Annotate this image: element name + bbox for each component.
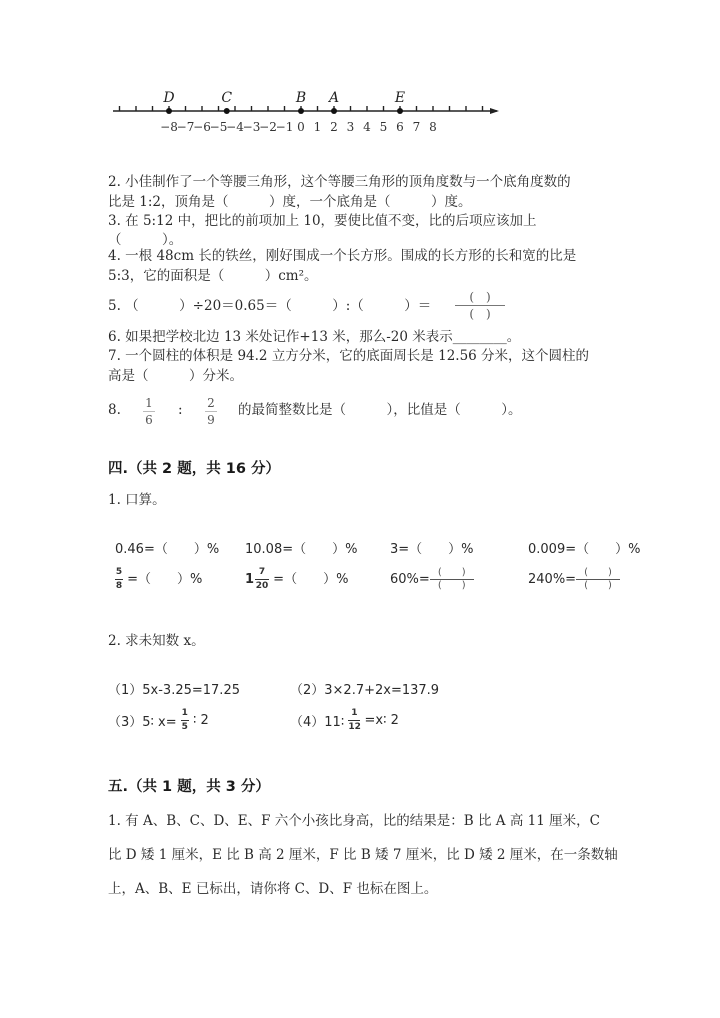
tick-label: 1 <box>313 120 322 134</box>
equation-4 <box>290 709 399 732</box>
ratio-colon: : <box>178 402 183 418</box>
point-C <box>224 108 230 114</box>
mental-calc-6 <box>245 568 348 591</box>
point-E <box>397 108 403 114</box>
calc-prefix: 240%= <box>528 572 577 587</box>
section-5-title: 五.（共 1 题，共 3 分） <box>108 779 270 795</box>
fraction-denominator: 9 <box>207 413 215 427</box>
mental-calc-5 <box>115 568 202 591</box>
equation-1: （1）5x-3.25=17.25 <box>108 683 240 698</box>
question-5-fraction <box>455 291 505 320</box>
question-8-text: 的最简整数比是（ ），比值是（ ）。 <box>238 402 522 418</box>
question-8-number: 8. <box>108 402 121 418</box>
fraction-denominator: 6 <box>145 413 153 427</box>
mental-calc-3: 3=（ ）% <box>390 542 474 557</box>
fraction-numerator: 1 <box>351 708 358 718</box>
point-label-A: A <box>328 90 340 106</box>
calc-rest: =（ ）% <box>269 572 349 587</box>
question-3-line2: （ ）。 <box>108 232 183 248</box>
mental-calc-8 <box>528 568 620 591</box>
fraction-numerator: 1 <box>145 396 153 410</box>
calc-rest: =（ ）% <box>123 572 203 587</box>
question-5: 5. （ ）÷20＝0.65＝（ ）:（ ）＝ <box>108 298 432 314</box>
question-6: 6. 如果把学校北边 13 米处记作+13 米，那么-20 米表示________。 <box>108 329 521 345</box>
question-8-fraction-1 <box>143 397 155 426</box>
tick-label: 6 <box>396 120 404 134</box>
point-label-C: C <box>221 90 233 106</box>
fraction-numerator: ( ) <box>469 290 491 304</box>
fraction-numerator: ( ) <box>437 567 466 578</box>
equation-2: （2）3×2.7+2x=137.9 <box>290 683 440 698</box>
tick-label: 2 <box>330 120 338 134</box>
fraction-numerator: ( ) <box>584 567 612 578</box>
point-label-D: D <box>163 90 175 106</box>
tick-label: −3 <box>242 120 261 134</box>
question-7-line1: 7. 一个圆柱的体积是 94.2 立方分米，它的底面周长是 12.56 分米，这个圆柱的 <box>108 348 590 364</box>
fraction-denominator: 20 <box>255 581 269 591</box>
section-5-line1: 1. 有 A、B、C、D、E、F 六个小孩比身高，比的结果是：B 比 A 高 11 厘米，C <box>108 813 600 829</box>
question-3-line1: 3. 在 5:12 中，把比的前项加上 10，要使比值不变，比的后项应该加上 <box>108 213 537 229</box>
tick-label: 5 <box>379 120 388 134</box>
fraction-denominator: ( ) <box>469 307 491 321</box>
section-4-q2-title: 2. 求未知数 x。 <box>108 633 205 649</box>
number-line <box>0 0 720 140</box>
fraction-denominator: 5 <box>181 722 188 732</box>
tick-label: 3 <box>346 120 355 134</box>
fraction-numerator: 5 <box>115 567 123 577</box>
tick-label: 4 <box>363 120 371 134</box>
fraction-numerator: 2 <box>207 396 215 410</box>
tick-label: 7 <box>412 120 421 134</box>
fraction-denominator: ( ) <box>584 580 612 591</box>
section-4-title: 四.（共 2 题，共 16 分） <box>108 461 280 477</box>
question-2-line1: 2. 小佳制作了一个等腰三角形，这个等腰三角形的顶角度数与一个底角度数的 <box>108 174 571 190</box>
point-label-E: E <box>394 90 406 106</box>
equation-prefix: （4）11∶ <box>290 715 345 730</box>
equation-prefix: （3）5∶ x= <box>108 715 177 730</box>
mixed-whole: 1 <box>245 572 255 587</box>
tick-label: −4 <box>226 120 244 134</box>
tick-label: −6 <box>193 120 211 134</box>
tick-label: −8 <box>160 120 178 134</box>
mental-calc-1: 0.46=（ ）% <box>115 542 220 557</box>
question-8-fraction-2 <box>205 397 217 426</box>
question-4-line1: 4. 一根 48cm 长的铁丝，刚好围成一个长方形。围成的长方形的长和宽的比是 <box>108 248 577 264</box>
equation-suffix: ∶ 2 <box>192 713 209 728</box>
question-7-line2: 高是（ ）分米。 <box>108 368 243 384</box>
tick-label: 8 <box>429 120 437 134</box>
section-4-q1-title: 1. 口算。 <box>108 492 166 508</box>
tick-label: −7 <box>176 120 195 134</box>
fraction-denominator: ( ) <box>437 580 466 591</box>
mental-calc-7 <box>390 568 474 591</box>
section-5-line2: 比 D 矮 1 厘米，E 比 B 高 2 厘米，F 比 B 矮 7 厘米，比 D 矮 2 厘米，在一条数轴 <box>108 847 618 863</box>
fraction-numerator: 7 <box>258 567 266 577</box>
tick-label: 0 <box>297 120 305 134</box>
point-label-B: B <box>295 90 307 106</box>
fraction-denominator: 12 <box>348 722 361 732</box>
mental-calc-4: 0.009=（ ）% <box>528 542 641 557</box>
fraction-denominator: 8 <box>115 581 123 591</box>
point-D <box>166 108 172 114</box>
equation-suffix: =x∶ 2 <box>364 713 399 728</box>
equation-3 <box>108 709 209 732</box>
point-A <box>331 108 337 114</box>
calc-prefix: 60%= <box>390 572 430 587</box>
tick-label: −1 <box>275 120 294 134</box>
tick-label: −2 <box>259 120 277 134</box>
point-B <box>298 108 304 114</box>
tick-label: −5 <box>209 120 228 134</box>
question-2-line2: 比是 1:2，顶角是（ ）度，一个底角是（ ）度。 <box>108 194 472 210</box>
mental-calc-2: 10.08=（ ）% <box>245 542 358 557</box>
question-4-line2: 5:3，它的面积是（ ）cm²。 <box>108 268 318 284</box>
section-5-line3: 上，A、B、E 已标出，请你将 C、D、F 也标在图上。 <box>108 881 438 897</box>
fraction-numerator: 1 <box>181 708 188 718</box>
